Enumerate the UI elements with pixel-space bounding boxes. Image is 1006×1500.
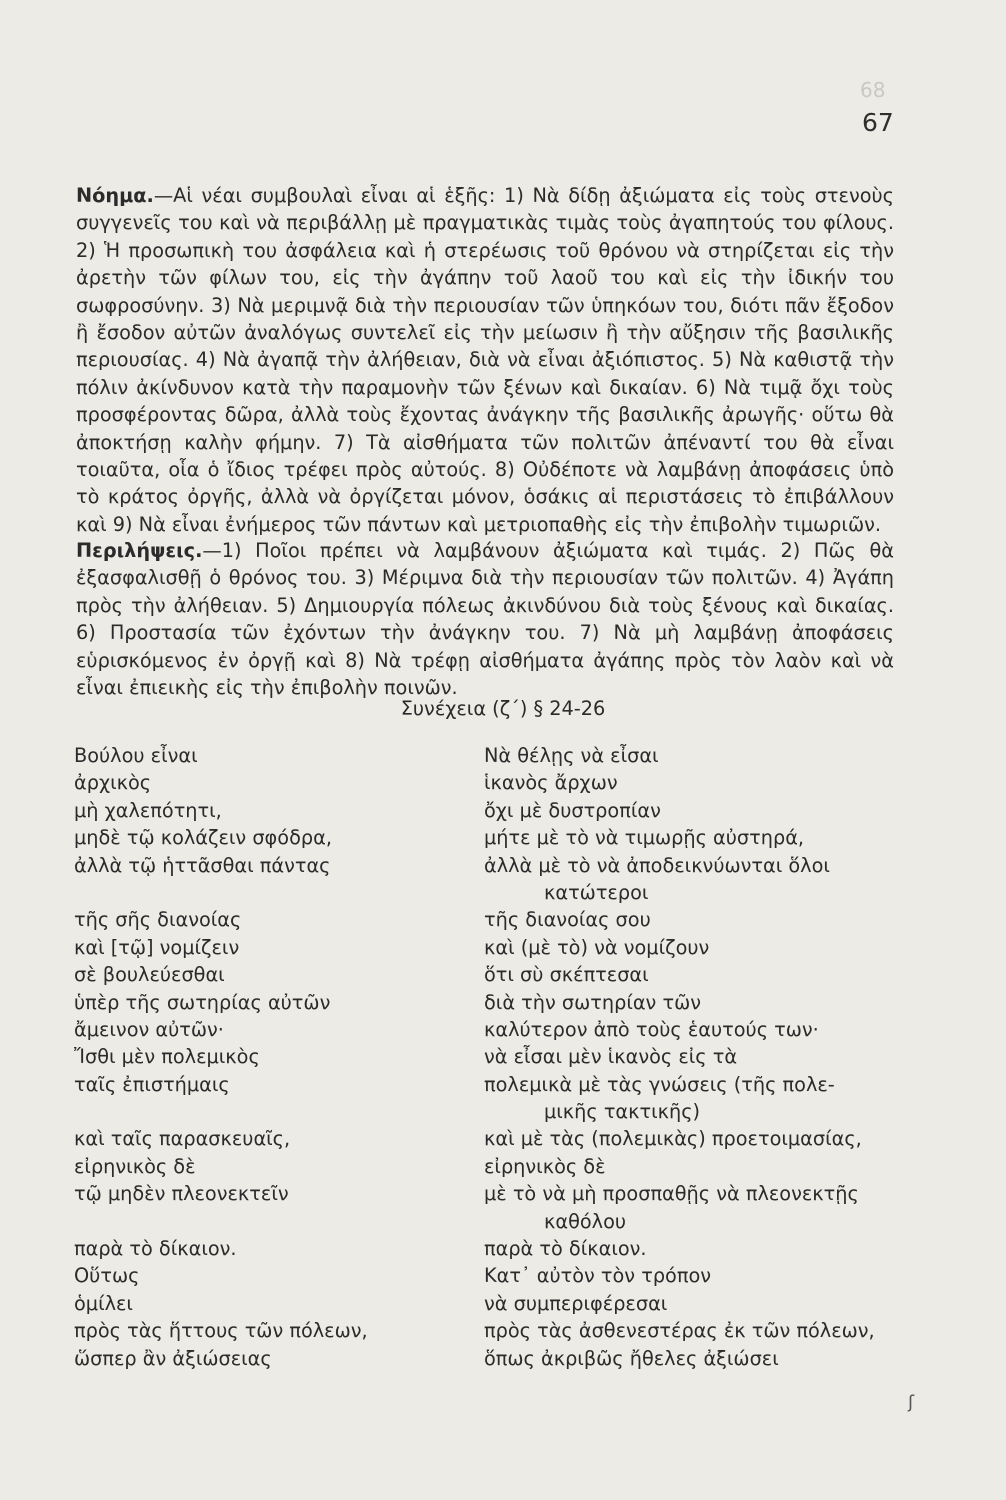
translation-line: παρὰ τὸ δίκαιον. [484, 1237, 647, 1261]
translation-line: Κατ᾽ αὐτὸν τὸν τρόπον [484, 1264, 712, 1288]
translation-line: πρὸς τὰς ἀσθενεστέρας ἐκ τῶν πόλεων, [484, 1319, 875, 1343]
translation-line: καὶ (μὲ τὸ) νὰ νομίζουν [484, 935, 710, 959]
original-line: Ἴσθι μὲν πολεμικὸς [74, 1045, 260, 1069]
translation-line: ὄχι μὲ δυστροπίαν [484, 798, 661, 822]
original-line [74, 1098, 454, 1125]
translation-line: μικῆς τακτικῆς) [544, 1100, 701, 1124]
original-line: ἀρχικὸς [74, 771, 152, 795]
translation-column [484, 742, 904, 1372]
original-line [74, 879, 454, 906]
translation-line: ἱκανὸς ἄρχων [484, 771, 618, 795]
original-line: καὶ ταῖς παρασκευαῖς, [74, 1127, 291, 1151]
translation-line: διὰ τὴν σωτηρίαν τῶν [484, 990, 701, 1014]
translation-line: νὰ συμπεριφέρεσαι [484, 1291, 668, 1315]
original-line: ταῖς ἐπιστήμαις [74, 1072, 230, 1096]
noima-text: —Αἱ νέαι συμβουλαὶ εἶναι αἱ ἑξῆς: 1) Νὰ δίδῃ ἀξιώματα εἰς τοὺς στενοὺς συγγενεῖς του καὶ νὰ περιβάλλῃ μὲ πραγματικὰς τιμὰς τοὺς ἀγαπητούς του φίλους. 2) Ἡ προσωπικὴ του ἀσφάλεια καὶ ἡ στερέωσις τοῦ θρόνου νὰ στηρίζεται εἰς τὴν ἀρετὴν τῶν φίλων του, εἰς τὴν ἀγάπην τοῦ λαοῦ του καὶ εἰς τὴν ἰδικήν του σωφροσύνην. 3) Νὰ μεριμνᾷ διὰ τὴν περιουσίαν τῶν ὑπηκόων του, διότι πᾶν ἔξοδον ἢ ἔσοδον αὐτῶν ἀναλόγως συντελεῖ εἰς τὴν μείωσιν ἢ τὴν αὔξησιν τῆς βασιλικῆς περιουσίας. 4) Νὰ ἀγαπᾷ τὴν ἀλήθειαν, διὰ νὰ εἶναι ἀξιόπιστος. 5) Νὰ καθιστᾷ τὴν πόλιν ἀκίνδυνον κατὰ τὴν παραμονὴν τῶν ξένων καὶ δικαίαν. 6) Νὰ τιμᾷ ὄχι τοὺς προσφέροντας δῶρα, ἀλλὰ τοὺς ἔχοντας ἀνάγκην τῆς βασιλικῆς ἀρωγῆς· οὕτω θὰ ἀποκτήσῃ καλὴν φήμην. 7) Τὰ αἰσθήματα τῶν πολιτῶν ἀπέναντί του θὰ εἶναι τοιαῦτα, οἷα ὁ ἴδιος τρέφει πρὸς αὐτούς. 8) Οὐδέποτε νὰ λαμβάνῃ ἀποφάσεις ὑπὸ τὸ κράτος ὀργῆς, ἀλλὰ νὰ ὀργίζεται μόνον, ὁσάκις αἱ περιστάσεις τὸ ἐπιβάλλουν καὶ 9) Νὰ εἶναι ἐνήμερος τῶν πάντων καὶ μετριοπαθὴς εἰς τὴν ἐπιβολὴν τιμωριῶν. [76, 184, 894, 536]
original-line: μὴ χαλεπότητι, [74, 798, 222, 822]
original-line: παρὰ τὸ δίκαιον. [74, 1237, 237, 1261]
original-line: ὁμίλει [74, 1291, 133, 1315]
original-line [74, 1208, 454, 1235]
original-line: τῆς σῆς διανοίας [74, 908, 242, 932]
translation-line: τῆς διανοίας σου [484, 908, 651, 932]
original-text-column [74, 742, 454, 1372]
translation-line: καλύτερον ἀπὸ τοὺς ἑαυτούς των· [484, 1017, 819, 1041]
section-title: Συνέχεια (ζ΄) § 24-26 [400, 697, 606, 720]
original-line: τῷ μηδὲν πλεονεκτεῖν [74, 1182, 289, 1206]
original-line: σὲ βουλεύεσθαι [74, 963, 225, 987]
translation-line: νὰ εἶσαι μὲν ἱκανὸς εἰς τὰ [484, 1045, 738, 1069]
translation-line: ἀλλὰ μὲ τὸ νὰ ἀποδεικνύωνται ὅλοι [484, 853, 830, 877]
original-line: μηδὲ τῷ κολάζειν σφόδρα, [74, 826, 332, 850]
original-line: εἰρηνικὸς δὲ [74, 1154, 196, 1178]
page-number-faint: 68 [860, 78, 886, 102]
perilipseis-paragraph [76, 537, 894, 701]
original-line: πρὸς τὰς ἥττους τῶν πόλεων, [74, 1319, 368, 1343]
original-line: καὶ [τῷ] νομίζειν [74, 935, 240, 959]
translation-line: καὶ μὲ τὰς (πολεμικὰς) προετοιμασίας, [484, 1127, 862, 1151]
translation-line: Νὰ θέλῃς νὰ εἶσαι [484, 744, 659, 767]
translation-line: καθόλου [544, 1209, 627, 1233]
noima-paragraph [76, 182, 894, 538]
translation-line: μήτε μὲ τὸ νὰ τιμωρῇς αὐστηρά, [484, 826, 805, 850]
original-line: ἀλλὰ τῷ ἡττᾶσθαι πάντας [74, 853, 331, 877]
translation-line: μὲ τὸ νὰ μὴ προσπαθῇς νὰ πλεονεκτῇς [484, 1182, 859, 1206]
translation-line: ὅτι σὺ σκέπτεσαι [484, 963, 649, 987]
original-line: Βούλου εἶναι [74, 744, 198, 767]
page-number: 67 [862, 108, 894, 137]
original-line: Οὕτως [74, 1264, 140, 1288]
translation-line: πολεμικὰ μὲ τὰς γνώσεις (τῆς πολε- [484, 1072, 835, 1096]
perilipseis-label: Περιλήψεις. [76, 539, 203, 562]
translation-line: ὅπως ἀκριβῶς ἤθελες ἀξιώσει [484, 1346, 779, 1370]
noima-label: Νόημα. [76, 184, 154, 207]
original-line: ὑπὲρ τῆς σωτηρίας αὐτῶν [74, 990, 331, 1014]
pencil-mark-icon: ʃ [908, 1392, 915, 1413]
translation-line: εἰρηνικὸς δὲ [484, 1154, 606, 1178]
original-line: ὥσπερ ἂν ἀξιώσειας [74, 1346, 272, 1370]
perilipseis-text: —1) Ποῖοι πρέπει νὰ λαμβάνουν ἀξιώματα καὶ τιμάς. 2) Πῶς θὰ ἐξασφαλισθῇ ὁ θρόνος του. 3) Μέριμνα διὰ τὴν περιουσίαν τῶν πολιτῶν. 4) Ἀγάπη πρὸς τὴν ἀλήθειαν. 5) Δημιουργία πόλεως ἀκινδύνου διὰ τοὺς ξένους καὶ δικαίας. 6) Προστασία τῶν ἐχόντων τὴν ἀνάγκην του. 7) Νὰ μὴ λαμβάνῃ ἀποφάσεις εὑρισκόμενος ἐν ὀργῇ καὶ 8) Νὰ τρέφῃ αἰσθήματα ἀγάπης πρὸς τὸν λαὸν καὶ νὰ εἶναι ἐπιεικὴς εἰς τὴν ἐπιβολὴν ποινῶν. [76, 539, 894, 700]
original-line: ἄμεινον αὐτῶν· [74, 1017, 224, 1041]
translation-line: κατώτεροι [544, 880, 649, 904]
